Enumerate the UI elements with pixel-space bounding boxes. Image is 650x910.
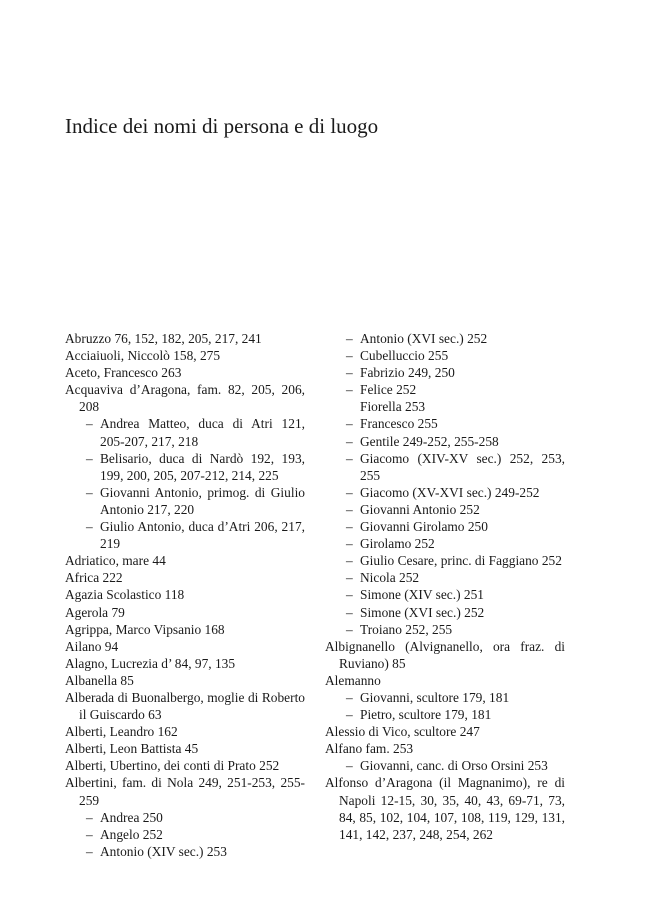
index-subentry bbox=[325, 757, 565, 774]
index-entry bbox=[325, 672, 565, 689]
dash-mark: – bbox=[86, 416, 93, 432]
entry-text: Giovanni, canc. di Orso Orsini 253 bbox=[360, 758, 548, 774]
index-subentry bbox=[325, 364, 565, 381]
index-entry bbox=[65, 330, 305, 347]
dash-mark: – bbox=[346, 416, 353, 432]
index-entry bbox=[325, 723, 565, 740]
index-subentry bbox=[325, 586, 565, 603]
entry-text: Simone (XVI sec.) 252 bbox=[360, 604, 485, 620]
index-entry bbox=[65, 569, 305, 586]
entry-text: Fabrizio 249, 250 bbox=[360, 365, 455, 381]
entry-text: Alberti, Leandro 162 bbox=[65, 724, 178, 740]
dash-mark: – bbox=[346, 570, 353, 586]
entry-text: Cubelluccio 255 bbox=[360, 348, 449, 364]
entry-text: Adriatico, mare 44 bbox=[65, 553, 166, 569]
index-subentry bbox=[325, 535, 565, 552]
dash-mark: – bbox=[86, 484, 93, 500]
dash-mark: – bbox=[346, 536, 353, 552]
entry-text: Ailano 94 bbox=[65, 638, 119, 654]
index-subentry bbox=[325, 552, 565, 569]
entry-text: Aceto, Francesco 263 bbox=[65, 365, 182, 381]
index-entry bbox=[325, 740, 565, 757]
dash-mark: – bbox=[346, 331, 353, 346]
entry-text: Andrea Matteo, duca di Atri 121, 205-207, 217, 218 bbox=[100, 416, 305, 449]
entry-text: Alberti, Ubertino, dei conti di Prato 252 bbox=[65, 758, 280, 774]
index-subentry bbox=[325, 484, 565, 501]
entry-text: Troiano 252, 255 bbox=[360, 621, 453, 637]
index-column-left bbox=[65, 330, 305, 860]
entry-text: Agerola 79 bbox=[65, 604, 125, 620]
index-entry bbox=[65, 689, 305, 723]
index-subentry bbox=[325, 569, 565, 586]
entry-text: Andrea 250 bbox=[100, 809, 163, 825]
dash-mark: – bbox=[346, 519, 353, 535]
dash-mark: – bbox=[346, 348, 353, 364]
entry-text: Fiorella 253 bbox=[360, 399, 426, 415]
entry-text: Agazia Scolastico 118 bbox=[65, 587, 185, 603]
index-entry bbox=[65, 723, 305, 740]
index-entry bbox=[65, 757, 305, 774]
entry-text: Alessio di Vico, scultore 247 bbox=[325, 724, 480, 740]
entry-text: Girolamo 252 bbox=[360, 536, 435, 552]
entry-text: Giacomo (XIV-XV sec.) 252, 253, 255 bbox=[360, 450, 565, 483]
index-entry bbox=[65, 621, 305, 638]
entry-text: Nicola 252 bbox=[360, 570, 420, 586]
entry-text: Pietro, scultore 179, 181 bbox=[360, 707, 492, 723]
dash-mark: – bbox=[346, 501, 353, 517]
index-subentry bbox=[325, 398, 565, 415]
index-subentry bbox=[325, 689, 565, 706]
dash-mark: – bbox=[346, 365, 353, 381]
index-subentry bbox=[65, 826, 305, 843]
index-entry bbox=[65, 774, 305, 808]
index-entry bbox=[65, 655, 305, 672]
entry-text: Giulio Cesare, princ. di Faggiano 252 bbox=[360, 553, 562, 569]
entry-text: Giacomo (XV-XVI sec.) 249-252 bbox=[360, 484, 540, 500]
dash-mark: – bbox=[346, 604, 353, 620]
index-subentry bbox=[325, 706, 565, 723]
index-entry bbox=[325, 638, 565, 672]
entry-text: Belisario, duca di Nardò 192, 193, 199, 200, 205, 207-212, 214, 225 bbox=[100, 450, 305, 483]
index-entry bbox=[65, 364, 305, 381]
index-subentry bbox=[325, 433, 565, 450]
entry-text: Agrippa, Marco Vipsanio 168 bbox=[65, 621, 225, 637]
dash-mark: – bbox=[346, 484, 353, 500]
index-subentry bbox=[325, 415, 565, 432]
dash-mark: – bbox=[346, 689, 353, 705]
index-subentry bbox=[325, 518, 565, 535]
entry-text: Giovanni Antonio, primog. di Giulio Antonio 217, 220 bbox=[100, 484, 305, 517]
index-subentry bbox=[325, 501, 565, 518]
entry-text: Alemanno bbox=[325, 672, 381, 688]
entry-text: Gentile 249-252, 255-258 bbox=[360, 433, 499, 449]
entry-text: Giovanni Girolamo 250 bbox=[360, 519, 488, 535]
entry-text: Albanella 85 bbox=[65, 672, 134, 688]
entry-text: Acciaiuoli, Niccolò 158, 275 bbox=[65, 348, 221, 364]
dash-mark: – bbox=[346, 450, 353, 466]
index-subentry bbox=[325, 347, 565, 364]
index-entry bbox=[65, 740, 305, 757]
index-entry bbox=[65, 638, 305, 655]
dash-mark: – bbox=[86, 450, 93, 466]
index-subentry bbox=[325, 450, 565, 484]
entry-text: Alagno, Lucrezia d’ 84, 97, 135 bbox=[65, 655, 236, 671]
entry-text: Acquaviva d’Aragona, fam. 82, 205, 206, 208 bbox=[65, 382, 305, 415]
entry-text: Albertini, fam. di Nola 249, 251-253, 255-259 bbox=[65, 775, 305, 808]
index-subentry bbox=[65, 484, 305, 518]
entry-text: Giovanni Antonio 252 bbox=[360, 501, 480, 517]
entry-text: Antonio (XIV sec.) 253 bbox=[100, 843, 227, 859]
entry-text: Alfonso d’Aragona (il Magnanimo), re di Napoli 12-15, 30, 35, 40, 43, 69-71, 73, 84, 85, 102, 104, 107, 108, 119, 129, 131, 141, 142, 237, 248, 254, 262 bbox=[325, 775, 565, 842]
dash-mark: – bbox=[346, 707, 353, 723]
index-subentry bbox=[325, 381, 565, 398]
index-subentry bbox=[65, 843, 305, 860]
index-subentry bbox=[65, 809, 305, 826]
entry-text: Alberti, Leon Battista 45 bbox=[65, 741, 199, 757]
dash-mark: – bbox=[86, 519, 93, 535]
entry-text: Alberada di Buonalbergo, moglie di Roberto il Guiscardo 63 bbox=[65, 689, 305, 723]
entry-text: Felice 252 bbox=[360, 382, 417, 398]
entry-text: Angelo 252 bbox=[100, 826, 163, 842]
entry-text: Africa 222 bbox=[65, 570, 123, 586]
dash-mark: – bbox=[346, 758, 353, 774]
index-entry bbox=[65, 604, 305, 621]
index-entry bbox=[65, 586, 305, 603]
dash-mark: – bbox=[346, 587, 353, 603]
entry-text: Giulio Antonio, duca d’Atri 206, 217, 219 bbox=[100, 519, 305, 552]
index-subentry bbox=[65, 450, 305, 484]
dash-mark: – bbox=[86, 843, 93, 859]
index-entry bbox=[325, 774, 565, 842]
index-subentry bbox=[325, 604, 565, 621]
dash-mark: – bbox=[86, 826, 93, 842]
dash-mark: – bbox=[346, 621, 353, 637]
entry-text: Simone (XIV sec.) 251 bbox=[360, 587, 484, 603]
entry-text: Antonio (XVI sec.) 252 bbox=[360, 331, 488, 346]
index-subentry bbox=[325, 330, 565, 347]
index-entry bbox=[65, 347, 305, 364]
entry-text: Francesco 255 bbox=[360, 416, 438, 432]
index-column-right bbox=[325, 330, 565, 843]
entry-text: Abruzzo 76, 152, 182, 205, 217, 241 bbox=[65, 331, 262, 346]
entry-text: Alfano fam. 253 bbox=[325, 741, 414, 757]
index-entry bbox=[65, 672, 305, 689]
index-entry bbox=[65, 381, 305, 415]
index-subentry bbox=[325, 621, 565, 638]
index-subentry bbox=[65, 415, 305, 449]
index-entry bbox=[65, 552, 305, 569]
dash-mark: – bbox=[346, 382, 353, 398]
entry-text: Albignanello (Alvignanello, ora fraz. di Ruviano) 85 bbox=[325, 638, 565, 671]
entry-text: Giovanni, scultore 179, 181 bbox=[360, 689, 510, 705]
index-subentry bbox=[65, 518, 305, 552]
dash-mark: – bbox=[346, 553, 353, 569]
dash-mark: – bbox=[86, 809, 93, 825]
page-title: Indice dei nomi di persona e di luogo bbox=[65, 114, 379, 138]
dash-mark: – bbox=[346, 433, 353, 449]
